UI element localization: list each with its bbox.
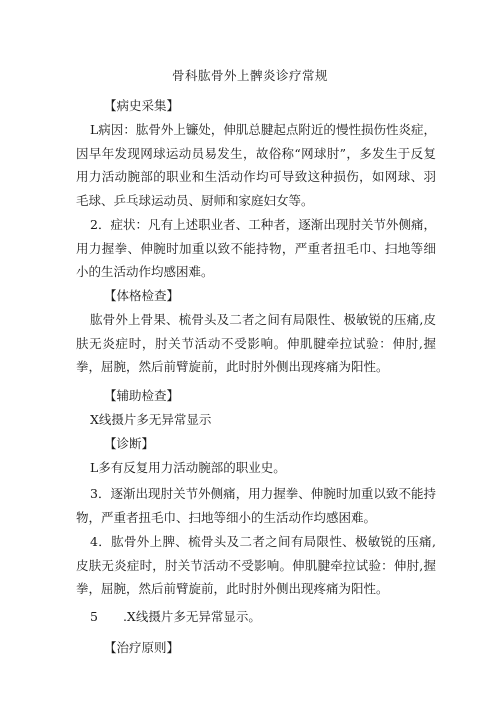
- section-exam-heading: 【体格检查】: [104, 288, 180, 303]
- paragraph-diagnosis-5: [76, 605, 436, 629]
- paragraph-text: L病因：肱骨外上镰处，伸肌总腱起点附近的慢性损伤性炎症，因早年发现网球运动员易发生，故俗称“网球肘”，多发生于反复用力活动腕部的职业和生活动作均可导致这种损伤，如网球、羽毛球、乒乓球运动员、厨师和家庭妇女等。: [76, 122, 436, 208]
- section-aux-heading: 【辅助检查】: [104, 388, 180, 403]
- paragraph-diagnosis-1: [76, 456, 436, 480]
- paragraph-text: 2．症状：凡有上述职业者、工种者，逐渐出现肘关节外侧痛，用力握拳、伸腕时加重以致不能持物，严重者扭毛巾、扫地等细小的生活动作均感困难。: [76, 217, 436, 279]
- paragraph-aux: [76, 408, 436, 432]
- section-diagnosis-heading: 【诊断】: [104, 436, 155, 451]
- paragraph-text: 肱骨外上骨果、梳骨头及二者之间有局限性、极敏锐的压痛,皮肤无炎症时，肘关节活动不受影响。伸肌腱牵拉试验：伸肘,握拳，屈腕，然后前臂旋前，此时肘外侧出现疼痛为阳性。: [76, 312, 436, 374]
- paragraph-symptoms: [76, 213, 436, 284]
- paragraph-text: L多有反复用力活动腕部的职业史。: [90, 460, 286, 475]
- paragraph-etiology: [76, 118, 436, 212]
- paragraph-text: 4．肱骨外上脾、梳骨头及二者之间有局限性、极敏锐的压痛,皮肤无炎症时，肘关节活动不受影响。伸肌腱牵拉试验：伸肘,握拳，屈腕，然后前臂旋前，此时肘外侧出现疼痛为阳性。: [76, 534, 436, 596]
- page-title: 骨科肱骨外上髀炎诊疗常规: [171, 68, 328, 83]
- paragraph-text: 5 .X线摄片多无异常显示。: [90, 609, 261, 624]
- paragraph-diagnosis-4: [76, 530, 436, 601]
- section-history-heading: 【病史采集】: [104, 98, 180, 113]
- paragraph-diagnosis-3: [76, 482, 436, 529]
- section-treatment-heading: 【治疗原则】: [104, 640, 180, 655]
- paragraph-text: X线摄片多无异常显示: [90, 412, 212, 427]
- paragraph-text: 3．逐渐出现肘关节外侧痛，用力握拳、伸腕时加重以致不能持物，严重者扭毛巾、扫地等细小的生活动作均感困难。: [76, 486, 436, 525]
- paragraph-exam: [76, 308, 436, 379]
